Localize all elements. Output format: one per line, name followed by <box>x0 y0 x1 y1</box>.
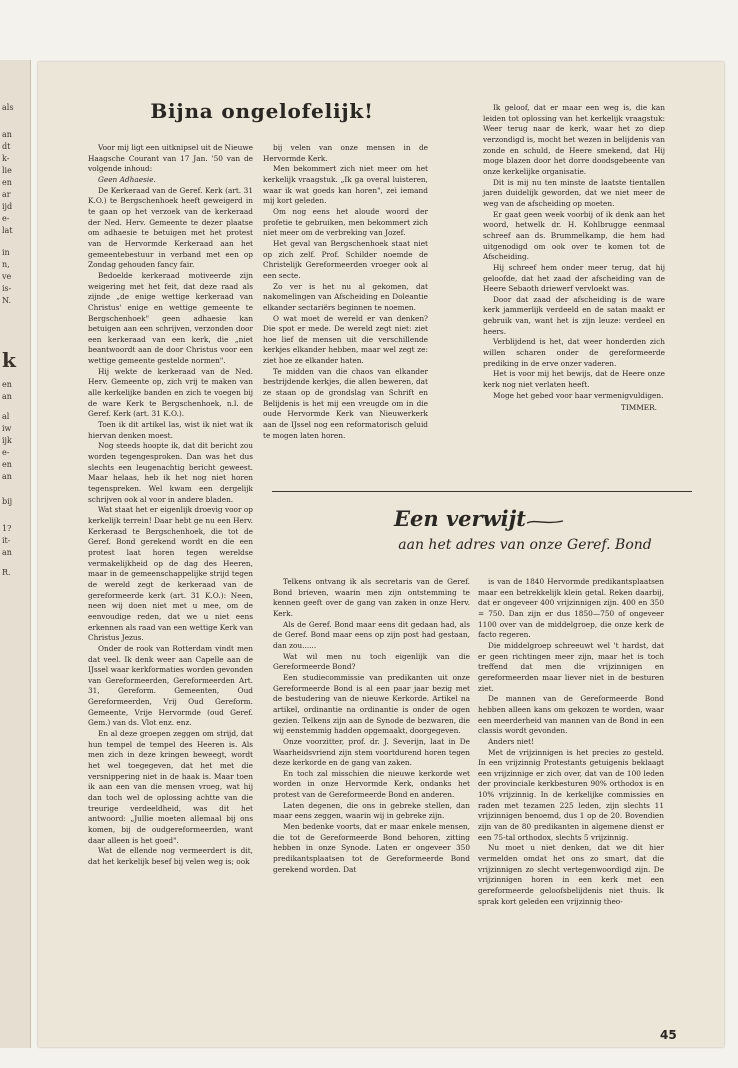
paragraph: En toch zal misschien die nieuwe kerkorde wet worden in onze Hervormde Kerk, ondanks het protest van de Gereformeerde Bond en anderen. <box>273 768 470 800</box>
swash-stroke <box>527 521 563 523</box>
article1-column-2 <box>263 143 428 441</box>
page-number: 45 <box>660 1028 677 1042</box>
margin-fragment: lat <box>2 226 13 235</box>
paragraph: Men bedenke voorts, dat er maar enkele mensen, die tot de Gereformeerde Bond behoren, zitting hebben in onze Synode. Laten er ongeveer 350 predikantsplaatsen tot de Gereformeerde Bond gerekend worden. Dat <box>273 822 470 874</box>
article1-column-1-text <box>88 143 253 868</box>
paragraph: De Kerkeraad van de Geref. Kerk (art. 31 K.O.) te Bergschenhoek heeft geweigerd in te gaan op het verzoek van de kerkeraad der Ned. Herv. Gemeente te dezer plaatse om adhaesie te betuigen met het protest van de Hervormde Kerkeraad aan het gemeentebestuur in verband met een op Zondag gehouden fancy fair. <box>88 185 253 270</box>
article1-column-2-text <box>263 143 428 441</box>
paragraph: Die middelgroep schreeuwt wel 't hardst, dat er geen richtingen meer zijn, maar het is toch treffend dat men die vrijzinnigen en gereformeerden maar liever niet in de besturen ziet. <box>478 640 664 693</box>
margin-fragment: ar <box>2 190 11 199</box>
paragraph: Door dat zaad der afscheiding is de ware kerk jammerlijk verdeeld en de satan maakt er gebruik van, want het is zijn leuze: verdeel en heers. <box>483 294 665 336</box>
margin-fragment: ijk <box>2 436 12 445</box>
margin-fragment: an <box>2 392 12 401</box>
paragraph: O wat moet de wereld er van denken? Die spot er mede. De wereld zegt niet: ziet hoe lief de mensen uit die verschillende kerkjes elkander hebben, maar wel zegt ze: ziet hoe ze elkander haten. <box>263 313 428 366</box>
article2-column-1 <box>273 577 470 875</box>
paragraph: Toen ik dit artikel las, wist ik niet wat ik hiervan denken moest. <box>88 420 253 440</box>
section-divider <box>272 491 692 492</box>
author-signature: TIMMER. <box>620 403 657 413</box>
margin-fragment: e- <box>2 214 10 223</box>
paragraph: Een studiecommissie van predikanten uit onze Gereformeerde Bond is al een paar jaar bezig met de bestudering van de nieuwe Kerkorde. Artikel na artikel, ordinantie na ordinantie is onder de ogen gezien. Telkens zijn aan de Synode de bezwaren, die wij eenstemmig hadden opgemaakt, doorgegeven. <box>273 672 470 736</box>
paragraph: Laten degenen, die ons in gebreke stellen, dan maar eens zeggen, waarin wij in gebreke zijn. <box>273 800 470 821</box>
margin-fragment: iw <box>2 424 12 433</box>
paragraph: Wat wil men nu toch eigenlijk van die Gereformeerde Bond? <box>273 651 470 672</box>
margin-fragment: en <box>2 178 12 187</box>
heading-swash-ornament <box>525 515 565 529</box>
margin-fragment: n, <box>2 260 10 269</box>
paragraph: Nog steeds hoopte ik, dat dit bericht zou worden tegengesproken. Dan was het dus slechts een leugenachtig bericht geweest. Maar helaas, heb ik het nog niet horen tegenspreken. Wel kwam een dergelijk schrijven ook al voor in andere bladen. <box>88 441 253 504</box>
margin-fragment: dt <box>2 142 11 151</box>
article2-column-2-text <box>478 577 664 907</box>
margin-fragment: als <box>2 103 14 112</box>
paragraph: Te midden van die chaos van elkander bestrijdende kerkjes, die allen beweren, dat ze staan op de grondslag van Schrift en Belijdenis is het mij een vreugde om in die oude Hervormde Kerk van Nieuwerkerk aan de IJssel nog een reformatorisch geluid te mogen laten horen. <box>263 366 428 440</box>
margin-fragment: ve <box>2 272 12 281</box>
margin-fragment: N. <box>2 296 12 305</box>
margin-fragment: ijd <box>2 202 13 211</box>
paragraph: Onze voorzitter, prof. dr. J. Severijn, laat in De Waarheidsvriend zijn stem voortdurend horen tegen deze kerkorde en de gang van zaken. <box>273 736 470 768</box>
margin-fragment: an <box>2 130 12 139</box>
margin-fragment: in <box>2 248 10 257</box>
margin-fragment: lie <box>2 166 12 175</box>
paragraph: bij velen van onze mensen in de Hervormde Kerk. <box>263 143 428 163</box>
paragraph: Zo ver is het nu al gekomen, dat nakomelingen van Afscheiding en Doleantie elkander sectariërs beginnen te noemen. <box>263 281 428 312</box>
article2-column-1-text <box>273 577 470 875</box>
paragraph: Verblijdend is het, dat weer honderden zich willen scharen onder de gereformeerde prediking in de erve onzer vaderen. <box>483 337 665 368</box>
margin-fragment: en <box>2 380 12 389</box>
margin-fragment: an <box>2 548 12 557</box>
paragraph: Wat de ellende nog vermeerdert is dit, dat het kerkelijk besef bij velen weg is; ook <box>88 846 253 866</box>
paragraph: De mannen van de Gereformeerde Bond hebben alleen kans om gekozen te worden, waar een meerderheid van mannen van de Bond in een classis wordt gevonden. <box>478 694 664 736</box>
margin-fragment: 1? <box>2 524 12 533</box>
article1-column-3-text <box>483 103 665 401</box>
paragraph: Hij schreef hem onder meer terug, dat hij geloofde, dat het zaad der afscheiding van de Heere Sebaoth driewerf vervloekt was. <box>483 262 665 294</box>
margin-fragment: R. <box>2 568 11 577</box>
margin-fragment: is- <box>2 284 12 293</box>
article-title: Bijna ongelofelijk! <box>150 99 374 123</box>
paragraph: Anders niet! <box>488 736 535 746</box>
margin-fragment: en <box>2 460 12 469</box>
paragraph: Het is voor mij het bewijs, dat de Heere onze kerk nog niet verlaten heeft. <box>483 369 665 390</box>
paragraph: Het geval van Bergschenhoek staat niet op zich zelf. Prof. Schilder noemde de Christelijk Gereformeerden vroeger ook al een secte. <box>263 238 428 280</box>
paragraph: Voor mij ligt een uitknipsel uit de Nieuwe Haagsche Courant van 17 Jan. '50 van de volgende inhoud: <box>88 143 253 174</box>
margin-fragment: k <box>2 348 16 372</box>
article2-heading: Een verwijt <box>394 506 526 531</box>
paragraph: Moge het gebed voor haar vermenigvuldigen. <box>493 390 664 400</box>
article1-column-3 <box>483 103 665 414</box>
paragraph: En al deze groepen zeggen om strijd, dat hun tempel de tempel des Heeren is. Als men zich in deze kringen beweegt, wordt het wel toegegeven, dat het met die versnippering niet in de haak is. Maar toen ik aan een van die mensen vroeg, wat hij dan toch wel de oplossing achtte van die treurige verdeeldheid, was dit het antwoord: „Jullie moeten allemaal bij ons komen, bij de oudgereformeerden, want daar alleen is het goed". <box>88 729 253 845</box>
margin-fragment: k- <box>2 154 10 163</box>
paragraph: Bedoelde kerkeraad motiveerde zijn weigering met het feit, dat deze raad als zijnde „de enige wettige kerkeraad van Christus' enige en wettige gemeente te Bergschenhoek" geen adhaesie kan betuigen aan een schrijven, verzonden door een kerkeraad van een kerk, die „niet beantwoordt aan de door Christus voor een wettige gemeente gestelde normen". <box>88 270 253 366</box>
paragraph: Als de Geref. Bond maar eens dit gedaan had, als de Geref. Bond maar eens op zijn post had gestaan, dan zou...... <box>273 619 470 650</box>
margin-fragment: e- <box>2 448 10 457</box>
margin-fragment: al <box>2 412 10 421</box>
paragraph: Geen Adhaesie. <box>98 174 156 184</box>
paragraph: Met de vrijzinnigen is het precies zo gesteld. In een vrijzinnig Protestants getuigenis beklaagt een vrijzinnige er zich over, dat van de 100 leden der provinciale kerkbesturen 90% orthodox is en 10% vrijzinnig. In de kerkelijke commissies en raden met tezamen 225 leden, zijn slechts 11 vrijzinnigen benoemd, dus 1 op de 20. Bovendien zijn van de 80 predikanten in algemene dienst er een 75-tal orthodox, slechts 5 vrijzinnig. <box>478 747 664 842</box>
margin-fragment: bij <box>2 497 13 506</box>
paragraph: is van de 1840 Hervormde predikantsplaatsen maar een betrekkelijk klein getal. Reken daarbij, dat er ongeveer 400 vrijzinnigen zijn. 400 en 350 = 750. Dan zijn er dus 1850—750 of ongeveer 1100 over van de middelgroep, die onze kerk de facto regeren. <box>478 577 664 640</box>
paragraph: Hij wekte de kerkeraad van de Ned. Herv. Gemeente op, zich vrij te maken van alle kerkelijke banden en zich te voegen bij de ware Kerk te Bergschenhoek, n.l. de Geref. Kerk (art. 31 K.O.). <box>88 366 253 419</box>
paragraph: Ik geloof, dat er maar een weg is, die kan leiden tot oplossing van het kerkelijk vraagstuk: Weer terug naar de kerk, waar het zo diep verzondigd is, mocht het wezen in belijdenis van zonde en schuld, de Heere smekend, dat Hij moge blazen door het dorre doodsgebeente van onze kerkelijke organisatie. <box>483 103 665 176</box>
paragraph: Om nog eens het aloude woord der profetie te gebruiken, men bekommert zich niet meer om de verbreking van Jozef. <box>263 206 428 238</box>
paragraph: Telkens ontvang ik als secretaris van de Geref. Bond brieven, waarin men zijn ontstemming te kennen geeft over de gang van zaken in onze Herv. Kerk. <box>273 577 470 618</box>
article2-subheading: aan het adres van onze Geref. Bond <box>398 537 652 553</box>
paragraph: Wat staat het er eigenlijk droevig voor op kerkelijk terrein! Daar hebt ge nu een Herv. Kerkeraad te Bergschenhoek, die tot de Geref. Bond gerekend wordt en die een protest laat horen tegen wereldse vermakelijkheid op de dag des Heeren, maar in de gemeenschappelijke strijd tegen de wereld zegt de kerkeraad van de gereformeerde kerk (art. 31 K.O.): Neen, neen wij doen niet met u mee, om de eenvoudige reden, dat we u niet eens erkennen als raad van een wettige Kerk van Christus Jezus. <box>88 505 253 643</box>
paragraph: Onder de rook van Rotterdam vindt men dat veel. Ik denk weer aan Capelle aan de IJssel waar kerkformaties worden gevonden van Gereformeerden, Gereformeerden Art. 31, Gereform. Gemeenten, Oud Gereformeerden, Vrij Oud Gereform. Gemeente, Vrije Hervormde (oud Geref. Gem.) van ds. Vlot enz. enz. <box>88 643 253 728</box>
paragraph: Er gaat geen week voorbij of ik denk aan het woord, hetwelk dr. H. Kohlbrugge eenmaal schreef aan ds. Brummelkamp, die hem had uitgenodigd om ook over te komen tot de Afscheiding. <box>483 209 665 262</box>
paragraph: Nu moet u niet denken, dat we dit hier vermelden omdat het ons zo smart, dat die vrijzinnigen zo slecht vertegenwoordigd zijn. De vrijzinnigen horen in een kerk met een gereformeerde geloofsbelijdenis niet thuis. Ik sprak kort geleden een vrijzinnig theo- <box>478 843 664 906</box>
paragraph: Men bekommert zich niet meer om het kerkelijk vraagstuk. „Ik ga overal luisteren, waar ik wat goeds kan horen", zei iemand mij kort geleden. <box>263 164 428 206</box>
paragraph: Dit is mij nu ten minste de laatste tientallen jaren duidelijk geworden, dat we niet meer de weg van de afscheiding op moeten. <box>483 177 665 208</box>
margin-fragment: an <box>2 472 12 481</box>
article2-column-2 <box>478 577 664 907</box>
margin-fragment: it- <box>2 536 11 545</box>
article1-column-1 <box>88 143 253 868</box>
